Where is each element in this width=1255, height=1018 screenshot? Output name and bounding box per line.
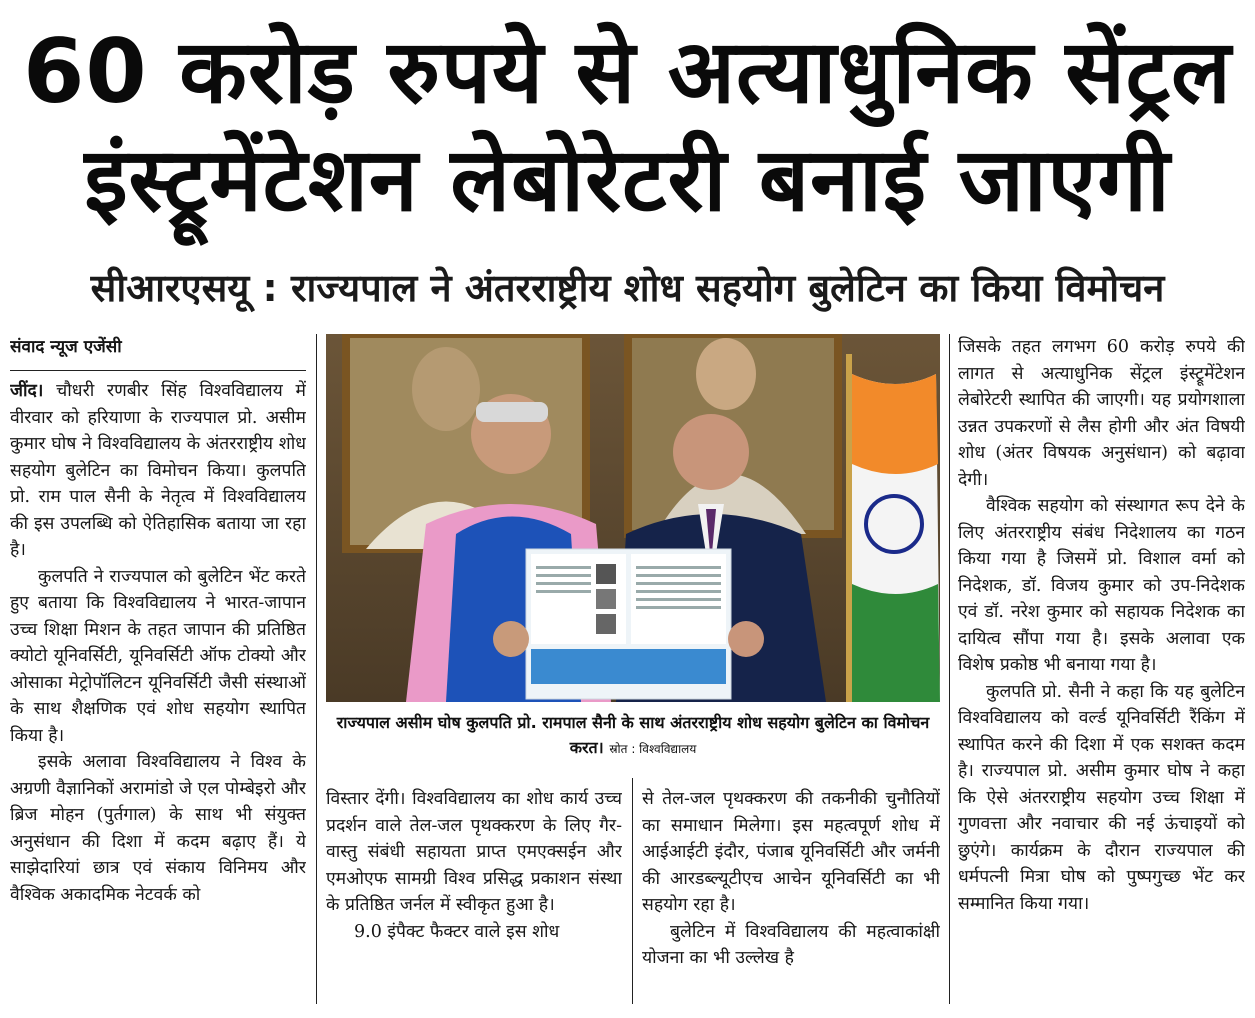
article-paragraph: वैश्विक सहयोग को संस्थागत रूप देने के लिए अंतरराष्ट्रीय संबंध निदेशालय का गठन किया गया है जिसमें प्रो. विशाल वर्मा को निदेशक, डॉ. विजय कुमार को उप-निदेशक एवं डॉ. नरेश कुमार को सहायक निदेशक का दायित्व सौंपा गया है। इसके अलावा एक विशेष प्रकोष्ठ भी बनाया गया है। — [958, 496, 1245, 675]
article-paragraph — [10, 378, 306, 564]
article-paragraph: जिसके तहत लगभग 60 करोड़ रुपये की लागत से अत्याधुनिक सेंट्रल इंस्ट्रूमेंटेशन लेबोरेटरी स्थापित की जाएगी। यह प्रयोगशाला उन्नत उपकरणों से लैस होगी और अंत विषयी शोध (अंतर विषयक अनुसंधान) को बढ़ावा देगी। — [958, 337, 1245, 490]
article-paragraph: कुलपति ने राज्यपाल को बुलेटिन भेंट करते हुए बताया कि विश्वविद्यालय ने भारत-जापान उच्च शिक्षा मिशन के तहत जापान की प्रतिष्ठित क्योटो यूनिवर्सिटी, यूनिवर्सिटी ऑफ टोक्यो और ओसाका मेट्रोपॉलिटन यूनिवर्सिटी जैसी संस्थाओं के साथ शैक्षणिक एवं शोध सहयोग स्थापित किया है। — [10, 566, 306, 746]
caption-text: राज्यपाल असीम घोष कुलपति प्रो. रामपाल सैनी के साथ अंतरराष्ट्रीय शोध सहयोग बुलेटिन का विमोचन करत। — [336, 713, 930, 757]
article-column-3 — [642, 786, 940, 1004]
photo-caption — [326, 710, 940, 762]
dateline: जींद। — [10, 381, 44, 401]
headline-line-1: 60 करोड़ रुपये से अत्याधुनिक सेंट्रल — [23, 20, 1232, 123]
article-paragraph: बुलेटिन में विश्वविद्यालय की महत्वाकांक्षी योजना का भी उल्लेख है — [642, 921, 940, 968]
article-paragraph: इसके अलावा विश्वविद्यालय ने विश्व के अग्रणी वैज्ञानिकों अरामांडो जे एल पोम्बेइरो और ब्रिज मोहन (पुर्तगाल) के साथ भी संयुक्त अनुसंधान की दिशा में कदम बढ़ाए हैं। ये साझेदारियां छात्र एवं संकाय विनिमय और वैश्विक अकादमिक नेटवर्क को — [10, 752, 306, 905]
headline-line-2: इंस्ट्रूमेंटेशन लेबोरेटरी बनाई जाएगी — [84, 128, 1171, 231]
photo-illustration — [326, 334, 940, 702]
article-column-2 — [326, 786, 622, 1004]
article-paragraph: कुलपति प्रो. सैनी ने कहा कि यह बुलेटिन विश्वविद्यालय को वर्ल्ड यूनिवर्सिटी रैंकिंग में स्थापित करने की दिशा में एक सशक्त कदम है। राज्यपाल प्रो. असीम कुमार घोष ने कहा कि ऐसे अंतरराष्ट्रीय सहयोग उच्च शिक्षा में गुणवत्ता और नवाचार की नई ऊंचाइयों को छुएंगे। कार्यक्रम के दौरान राज्यपाल की धर्मपत्नी मित्रा घोष को पुष्पगुच्छ भेंट कर सम्मानित किया गया। — [958, 681, 1245, 914]
subheadline: सीआरएसयू : राज्यपाल ने अंतरराष्ट्रीय शोध सहयोग बुलेटिन का किया विमोचन — [90, 266, 1165, 310]
column-divider — [316, 334, 317, 1004]
article-column-4 — [958, 334, 1245, 1004]
photo-source: स्रोत : विश्वविद्यालय — [609, 742, 697, 756]
article-paragraph: 9.0 इंपैक्ट फैक्टर वाले इस शोध — [354, 921, 560, 942]
article-column-1 — [10, 334, 306, 1004]
byline: संवाद न्यूज एजेंसी — [10, 337, 122, 357]
column-divider — [949, 334, 950, 1004]
article-paragraph: विस्तार देंगी। विश्वविद्यालय का शोध कार्य उच्च प्रदर्शन वाले तेल-जल पृथक्करण के लिए गैर-वास्तु संबंधी सहायता प्राप्त एमएक्सईन और एमओएफ सामग्री विश्व प्रसिद्ध प्रकाशन संस्था के प्रतिष्ठित जर्नल में स्वीकृत हुआ है। — [326, 789, 622, 915]
article-paragraph: से तेल-जल पृथक्करण की तकनीकी चुनौतियों का समाधान मिलेगा। इस महत्वपूर्ण शोध में आईआईटी इंदौर, पंजाब यूनिवर्सिटी और जर्मनी की आरडब्ल्यूटीएच आचेन यूनिवर्सिटी का भी सहयोग रहा है। — [642, 789, 940, 915]
paragraph-text: चौधरी रणबीर सिंह विश्वविद्यालय में वीरवार को हरियाणा के राज्यपाल प्रो. असीम कुमार घोष ने विश्वविद्यालय के अंतरराष्ट्रीय शोध सहयोग बुलेटिन का विमोचन किया। कुलपति प्रो. राम पाल सैनी के नेतृत्व में विश्वविद्यालय की इस उपलब्धि को ऐतिहासिक बताया जा रहा है। — [10, 381, 306, 560]
news-photo — [326, 334, 940, 702]
column-divider — [632, 778, 633, 1004]
